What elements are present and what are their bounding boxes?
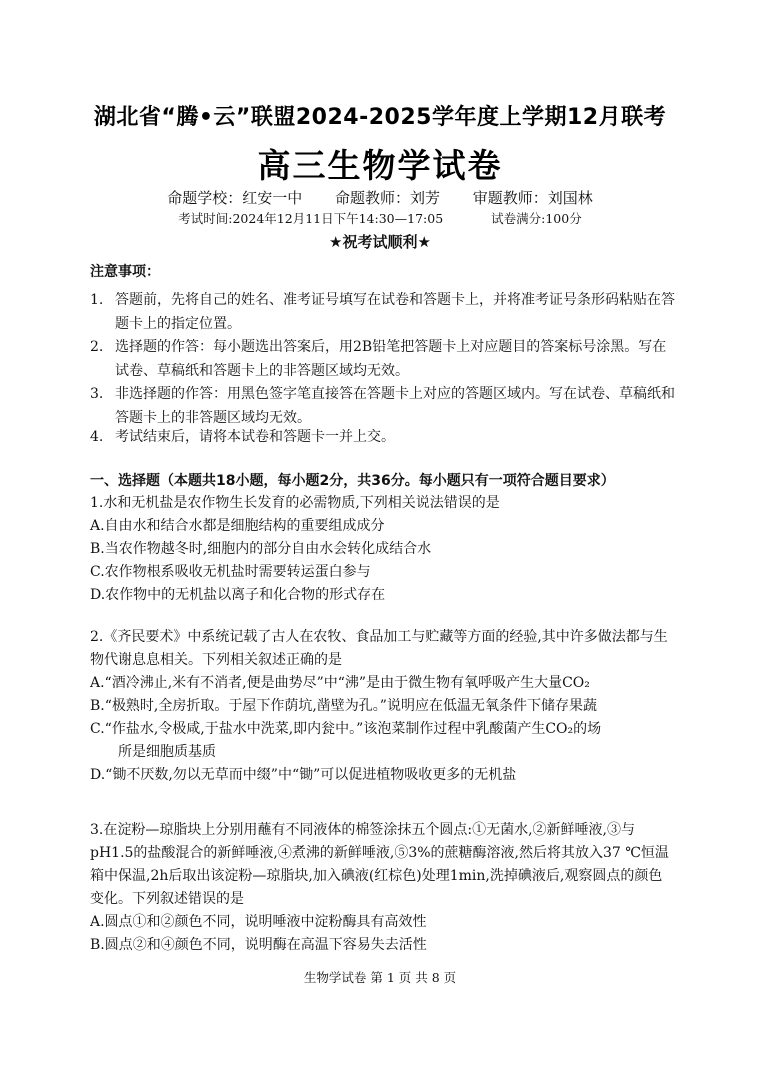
exam-title-league: 湖北省“腾•云”联盟2024-2025学年度上学期12月联考 xyxy=(93,105,667,130)
author-line xyxy=(0,187,760,208)
option-d: D.“锄不厌数,勿以无草而中缀”中“锄”可以促进植物吸收更多的无机盐 xyxy=(90,767,517,783)
notice-text: 选择题的作答：每小题选出答案后，用2B铅笔把答题卡上对应题目的答案标号涂黑。写在试卷、草稿纸和答题卡上的非答题区域均无效。 xyxy=(115,339,667,379)
notice-text: 非选择题的作答：用黑色签字笔直接答在答题卡上对应的答题区域内。写在试卷、草稿纸和答题卡上的非答题区域均无效。 xyxy=(115,386,675,426)
notice-item xyxy=(90,425,675,449)
question-reviewer: 审题教师：刘国林 xyxy=(472,189,593,207)
option-a: A.自由水和结合水都是细胞结构的重要组成成分 xyxy=(90,518,385,534)
question-stem: 1.水和无机盐是农作物生长发育的必需物质,下列相关说法错误的是 xyxy=(90,495,500,511)
notice-number: 4. xyxy=(90,429,104,445)
question-2 xyxy=(90,626,675,787)
exam-time: 考试时间:2024年12月11日下午14:30—17:05 xyxy=(178,211,444,226)
question-setter: 命题教师：刘芳 xyxy=(334,189,440,207)
option-c: C.农作物根系吸收无机盐时需要转运蛋白参与 xyxy=(90,564,371,580)
full-score: 试卷满分:100分 xyxy=(491,211,582,226)
option-b: B.“极熟时,全房折取。于屋下作荫坑,凿壁为孔。”说明应在低温无氧条件下储存果蔬 xyxy=(90,698,597,714)
question-3 xyxy=(90,819,675,957)
notice-text: 考试结束后，请将本试卷和答题卡一并上交。 xyxy=(115,429,395,445)
option-b: B.当农作物越冬时,细胞内的部分自由水会转化成结合水 xyxy=(90,541,432,557)
notice-number: 1. xyxy=(90,292,104,308)
option-b: B.圆点②和④颜色不同，说明酶在高温下容易失去活性 xyxy=(90,937,427,953)
notice-text: 答题前，先将自己的姓名、准考证号填写在试卷和答题卡上，并将准考证号条形码粘贴在答题卡上的指定位置。 xyxy=(115,292,675,332)
exam-info-line xyxy=(0,209,760,227)
notice-item xyxy=(90,335,675,383)
question-stem: 3.在淀粉—琼脂块上分别用蘸有不同液体的棉签涂抹五个圆点:①无菌水,②新鲜唾液,③与pH1.5的盐酸混合的新鲜唾液,④煮沸的新鲜唾液,⑤3%的蔗糖酶溶液,然后将其放入37 ℃恒温箱中保温,2h后取出该淀粉—琼脂块,加入碘液(红棕色)处理1min,洗掉碘液后,观察圆点的颜色变化。下列叙述错误的是 xyxy=(90,822,669,907)
section-heading: 一、选择题（本题共18小题，每小题2分，共36分。每小题只有一项符合题目要求） xyxy=(90,473,615,489)
option-c: C.“作盐水,令极咸,于盐水中洗菜,即内瓮中。”该泡菜制作过程中乳酸菌产生CO₂的场 xyxy=(90,721,602,737)
setting-school: 命题学校：红安一中 xyxy=(167,189,303,207)
option-c-continued: 所是细胞质基质 xyxy=(118,744,216,760)
option-d: D.农作物中的无机盐以离子和化合物的形式存在 xyxy=(90,587,386,603)
question-stem: 2.《齐民要术》中系统记载了古人在农牧、食品加工与贮藏等方面的经验,其中许多做法都与生物代谢息息相关。下列相关叙述正确的是 xyxy=(90,629,668,668)
question-1 xyxy=(90,492,675,607)
option-a: A.圆点①和②颜色不同，说明唾液中淀粉酶具有高效性 xyxy=(90,914,427,930)
page-footer: 生物学试卷 第 1 页 共 8 页 xyxy=(303,970,457,985)
notice-title: 注意事项： xyxy=(90,264,160,280)
notice-number: 2. xyxy=(90,339,104,355)
notice-item xyxy=(90,382,675,430)
exam-title-subject: 高三生物学试卷 xyxy=(257,146,503,185)
notice-number: 3. xyxy=(90,386,104,402)
option-a: A.“酒冷沸止,米有不消者,便是曲势尽”中“沸”是由于微生物有氧呼吸产生大量CO₂ xyxy=(90,675,590,691)
good-luck-wish: ★祝考试顺利★ xyxy=(329,233,431,251)
notice-item xyxy=(90,288,675,336)
